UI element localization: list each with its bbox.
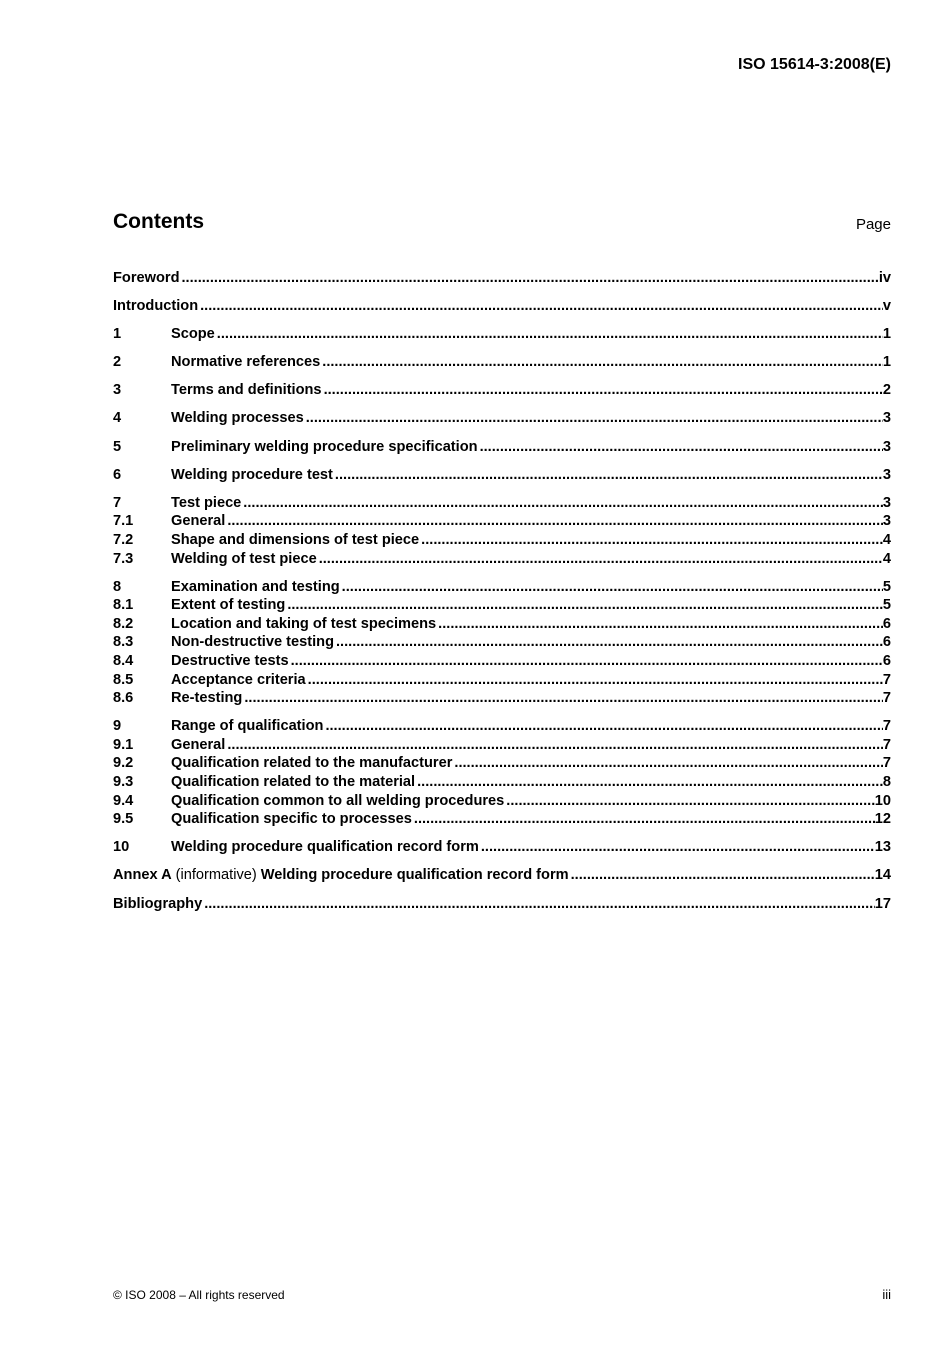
toc-entry-9-3[interactable] <box>113 773 891 792</box>
toc-leader-dots <box>319 550 883 569</box>
toc-entry-number: 7.3 <box>113 550 134 567</box>
toc-entry-number: 8.2 <box>113 615 134 632</box>
contents-heading: Contents <box>113 210 204 233</box>
toc-entry-title: Welding procedure test <box>171 466 333 483</box>
toc-entry-title: Welding procedure qualification record form <box>260 867 569 884</box>
toc-entry-page: 7 <box>882 718 891 735</box>
toc-group-10 <box>113 838 891 857</box>
toc-leader-dots <box>324 381 883 400</box>
toc-entry-title: Bibliography <box>113 895 203 912</box>
toc-entry-number: 8.6 <box>113 690 134 707</box>
toc-entry-8-3[interactable] <box>113 633 891 652</box>
toc-leader-dots <box>306 409 883 428</box>
toc-entry-page: 5 <box>882 578 891 595</box>
toc-entry-title: Scope <box>171 326 215 343</box>
toc-entry-page: v <box>882 298 891 315</box>
toc-entry-number: 8.1 <box>113 597 134 614</box>
toc-entry-8-2[interactable] <box>113 615 891 634</box>
toc-entry-page: 3 <box>882 438 891 455</box>
toc-entry-page: 7 <box>882 671 891 688</box>
toc-leader-dots <box>200 297 883 316</box>
toc-entry-title: Extent of testing <box>171 597 286 614</box>
toc-entry-8-1[interactable] <box>113 596 891 615</box>
toc-entry-number: 9.4 <box>113 792 134 809</box>
toc-leader-dots <box>217 325 883 344</box>
toc-leader-dots <box>506 792 874 811</box>
toc-entry-7-1[interactable] <box>113 512 891 531</box>
table-of-contents <box>113 269 891 923</box>
toc-entry-title: Introduction <box>113 298 199 315</box>
toc-leader-dots <box>227 512 883 531</box>
toc-entry-page: 1 <box>882 354 891 371</box>
toc-entry-3[interactable] <box>113 381 891 400</box>
toc-entry-bibliography[interactable] <box>113 895 891 914</box>
toc-entry-number: 9.1 <box>113 736 134 753</box>
toc-leader-dots <box>417 773 883 792</box>
toc-entry-page: 14 <box>874 867 891 884</box>
toc-group-4 <box>113 409 891 428</box>
toc-entry-page: 8 <box>882 774 891 791</box>
toc-entry-1[interactable] <box>113 325 891 344</box>
toc-entry-6[interactable] <box>113 466 891 485</box>
toc-entry-page: 1 <box>882 326 891 343</box>
toc-entry-page: 3 <box>882 513 891 530</box>
toc-entry-page: 6 <box>882 615 891 632</box>
toc-entry-number: 4 <box>113 410 122 427</box>
toc-entry-title: Qualification related to the manufacturer <box>171 755 453 772</box>
toc-entry-number: 3 <box>113 382 122 399</box>
toc-entry-page: 7 <box>882 690 891 707</box>
toc-group-foreword <box>113 269 891 288</box>
toc-entry-title: Preliminary welding procedure specification <box>171 438 478 455</box>
toc-entry-9-2[interactable] <box>113 754 891 773</box>
page-column-label: Page <box>855 216 891 233</box>
toc-entry-page: 3 <box>882 466 891 483</box>
toc-entry-page: 4 <box>882 550 891 567</box>
toc-entry-title: Welding of test piece <box>171 550 317 567</box>
toc-leader-dots <box>308 671 883 690</box>
toc-entry-number: 6 <box>113 466 122 483</box>
toc-entry-page: 7 <box>882 736 891 753</box>
toc-entry-8-5[interactable] <box>113 671 891 690</box>
toc-group-1 <box>113 325 891 344</box>
toc-entry-page: 5 <box>882 597 891 614</box>
toc-entry-number: 1 <box>113 326 122 343</box>
toc-leader-dots <box>454 754 882 773</box>
toc-leader-dots <box>227 736 883 755</box>
toc-entry-title: Terms and definitions <box>171 382 322 399</box>
toc-entry-page: 6 <box>882 634 891 651</box>
annex-informative-tag: (informative) <box>175 867 257 884</box>
annex-label: Annex A <box>113 867 172 884</box>
toc-entry-title: Acceptance criteria <box>171 671 306 688</box>
toc-leader-dots <box>244 689 883 708</box>
toc-entry-page: 3 <box>882 494 891 511</box>
toc-entry-page: 13 <box>874 839 891 856</box>
toc-group-6 <box>113 466 891 485</box>
toc-entry-title: Qualification related to the material <box>171 774 416 791</box>
toc-entry-9-5[interactable] <box>113 810 891 829</box>
toc-entry-title: Welding procedure qualification record form <box>171 839 479 856</box>
toc-entry-title: Range of qualification <box>171 718 324 735</box>
toc-entry-7-3[interactable] <box>113 550 891 569</box>
toc-entry-number: 8.4 <box>113 653 134 669</box>
toc-entry-number: 8.3 <box>113 634 134 651</box>
footer-copyright: © ISO 2008 – All rights reserved <box>113 1288 285 1302</box>
toc-leader-dots <box>322 353 883 372</box>
toc-leader-dots <box>571 866 875 885</box>
toc-entry-9-4[interactable] <box>113 792 891 811</box>
toc-leader-dots <box>481 838 875 857</box>
toc-entry-number: 9 <box>113 718 122 735</box>
toc-leader-dots <box>243 494 883 513</box>
toc-leader-dots <box>335 466 883 485</box>
toc-entry-title: Test piece <box>171 494 242 511</box>
toc-entry-title: Non-destructive testing <box>171 634 334 651</box>
toc-entry-7-2[interactable] <box>113 531 891 550</box>
toc-entry-9-1[interactable] <box>113 736 891 755</box>
toc-entry-number: 7 <box>113 494 122 511</box>
toc-entry-page: 12 <box>874 811 891 828</box>
toc-entry-introduction[interactable] <box>113 297 891 316</box>
toc-entry-10[interactable] <box>113 838 891 857</box>
toc-group-2 <box>113 353 891 372</box>
toc-entry-page: iv <box>878 270 891 286</box>
toc-entry-title: General <box>171 513 226 530</box>
toc-entry-number: 9.2 <box>113 755 134 772</box>
toc-entry-8[interactable] <box>113 578 891 597</box>
toc-entry-page: 7 <box>882 755 891 772</box>
toc-entry-number: 10 <box>113 839 130 856</box>
toc-leader-dots <box>414 810 875 829</box>
document-reference: ISO 15614-3:2008(E) <box>738 56 891 73</box>
toc-leader-dots <box>181 269 878 288</box>
toc-entry-9[interactable] <box>113 717 891 736</box>
toc-entry-7[interactable] <box>113 494 891 513</box>
toc-leader-dots <box>421 531 883 550</box>
toc-group-annex-a <box>113 866 891 885</box>
toc-entry-number: 8 <box>113 578 122 595</box>
toc-entry-number: 7.2 <box>113 531 134 548</box>
toc-group-introduction <box>113 297 891 316</box>
toc-entry-page: 2 <box>882 382 891 399</box>
toc-leader-dots <box>291 652 883 671</box>
toc-entry-page: 6 <box>882 653 891 669</box>
toc-leader-dots <box>342 578 883 597</box>
toc-entry-title: Qualification specific to processes <box>171 811 412 828</box>
toc-entry-number: 7.1 <box>113 513 134 530</box>
toc-leader-dots <box>325 717 882 736</box>
toc-leader-dots <box>287 596 883 615</box>
toc-group-5 <box>113 438 891 457</box>
toc-entry-title: Shape and dimensions of test piece <box>171 531 420 548</box>
toc-entry-8-4[interactable] <box>113 652 891 671</box>
toc-leader-dots <box>336 633 883 652</box>
toc-entry-number: 9.5 <box>113 811 134 828</box>
toc-entry-5[interactable] <box>113 438 891 457</box>
toc-entry-title: Welding processes <box>171 410 304 427</box>
toc-group-7 <box>113 494 891 568</box>
toc-group-bibliography <box>113 895 891 914</box>
toc-leader-dots <box>204 895 875 914</box>
footer-page-number: iii <box>882 1287 891 1302</box>
toc-entry-page: 3 <box>882 410 891 427</box>
toc-entry-number: 9.3 <box>113 774 134 791</box>
toc-entry-2[interactable] <box>113 353 891 372</box>
toc-entry-title: General <box>171 736 226 753</box>
toc-leader-dots <box>480 438 883 457</box>
toc-entry-title: Normative references <box>171 354 321 371</box>
toc-entry-title: Examination and testing <box>171 578 340 595</box>
toc-entry-title: Destructive tests <box>171 653 289 669</box>
toc-entry-page: 10 <box>874 792 891 809</box>
toc-leader-dots <box>438 615 883 634</box>
toc-group-3 <box>113 381 891 400</box>
toc-entry-page: 17 <box>874 895 891 912</box>
toc-entry-title: Re-testing <box>171 690 243 707</box>
toc-group-8 <box>113 578 891 708</box>
toc-entry-8-6[interactable] <box>113 689 891 708</box>
toc-group-9 <box>113 717 891 829</box>
toc-entry-title: Qualification common to all welding procedures <box>171 792 505 809</box>
toc-entry-number: 8.5 <box>113 671 134 688</box>
toc-entry-annex-a[interactable] <box>113 866 891 885</box>
toc-entry-foreword[interactable] <box>113 269 891 288</box>
toc-entry-number: 2 <box>113 354 122 371</box>
toc-entry-page: 4 <box>882 531 891 548</box>
toc-entry-title: Foreword <box>113 270 180 286</box>
toc-entry-4[interactable] <box>113 409 891 428</box>
toc-entry-title: Location and taking of test specimens <box>171 615 437 632</box>
toc-entry-number: 5 <box>113 438 122 455</box>
